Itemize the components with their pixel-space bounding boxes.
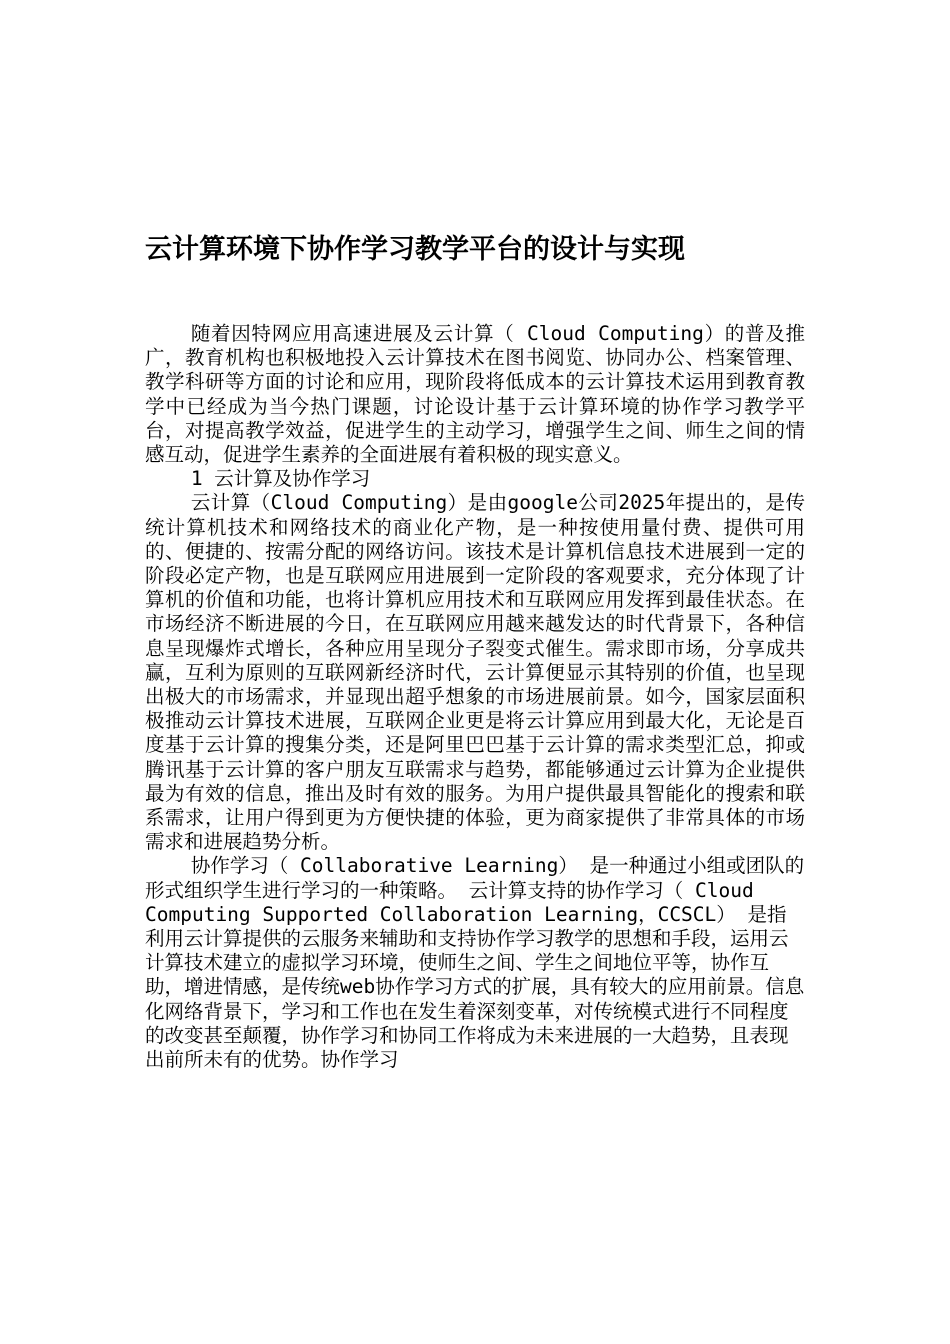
document-title: 云计算环境下协作学习教学平台的设计与实现: [145, 234, 685, 265]
document-body: [145, 322, 805, 1072]
paragraph-cloud-computing: 云计算（Cloud Computing）是由google公司2025年提出的，是传统计算机技术和网络技术的商业化产物，是一种按使用量付费、提供可用的、便捷的、按需分配的网络访问。该技术是计算机信息技术进展到一定的阶段必定产物，也是互联网应用进展到一定阶段的客观要求，充分体现了计算机的价值和功能，也将计算机应用技术和互联网应用发挥到最佳状态。在市场经济不断进展的今日，在互联网应用越来越发达的时代背景下，各种信息呈现爆炸式增长，各种应用呈现分子裂变式催生。需求即市场，分享成共赢，互利为原则的互联网新经济时代，云计算便显示其特别的价值，也呈现出极大的市场需求，并显现出超乎想象的市场进展前景。如今，国家层面积极推动云计算技术进展，互联网企业更是将云计算应用到最大化，无论是百度基于云计算的搜集分类，还是阿里巴巴基于云计算的需求类型汇总，抑或腾讯基于云计算的客户朋友互联需求与趋势，都能够通过云计算为企业提供最为有效的信息，推出及时有效的服务。为用户提供最具智能化的搜索和联系需求，让用户得到更为方便快捷的体验，更为商家提供了非常具体的市场需求和进展趋势分析。: [145, 491, 805, 854]
section-heading: 1 云计算及协作学习: [190, 467, 371, 491]
paragraph-intro: 随着因特网应用高速进展及云计算（ Cloud Computing）的普及推广，教育机构也积极地投入云计算技术在图书阅览、协同办公、档案管理、教学科研等方面的讨论和应用，现阶段将低成本的云计算技术运用到教育教学中已经成为当今热门课题，讨论设计基于云计算环境的协作学习教学平台，对提高教学效益，促进学生的主动学习，增强学生之间、师生之间的情感互动，促进学生素养的全面进展有着积极的现实意义。: [145, 322, 805, 467]
paragraph-collaborative-learning: 协作学习（ Collaborative Learning） 是一种通过小组或团队的形式组织学生进行学习的一种策略。 云计算支持的协作学习（ Cloud Computing Supported Collaboration Learning，CCSCL） 是指利用云计算提供的云服务来辅助和支持协作学习教学的思想和手段，运用云计算技术建立的虚拟学习环境，使师生之间、学生之间地位平等，协作互助，增进情感，是传统web协作学习方式的扩展，具有较大的应用前景。信息化网络背景下，学习和工作也在发生着深刻变革，对传统模式进行不同程度的改变甚至颠覆，协作学习和协同工作将成为未来进展的一大趋势，且表现出前所未有的优势。协作学习: [145, 854, 805, 1072]
